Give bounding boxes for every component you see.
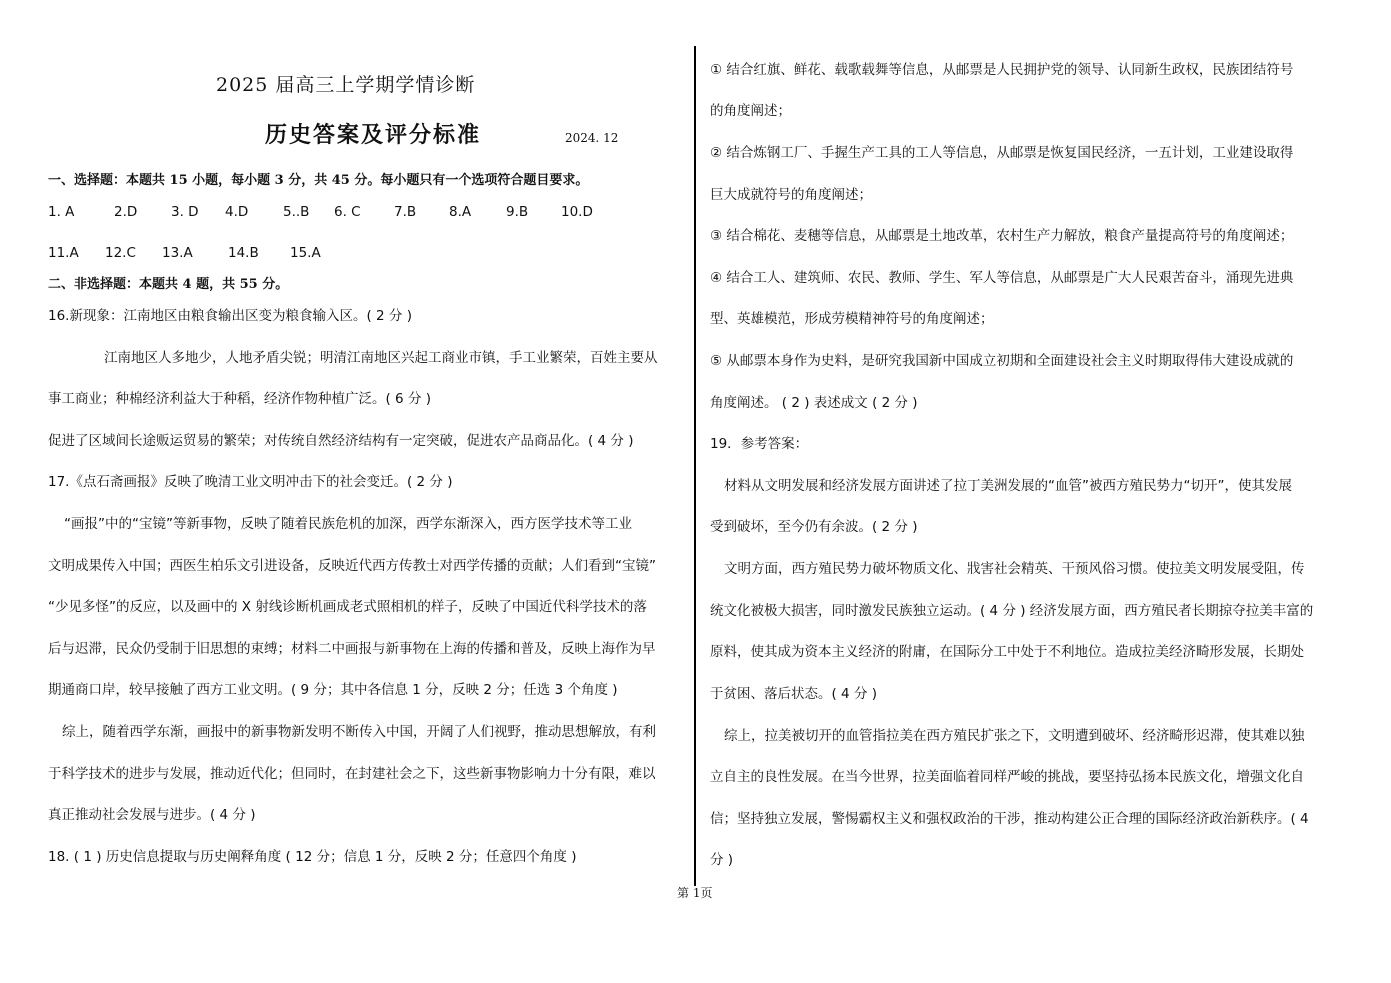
answer-item: 4.D [225,204,249,220]
answer-item: 7.B [394,204,417,220]
q16-line: 16.新现象：江南地区由粮食输出区变为粮食输入区。( 2 分 ) [48,308,412,324]
q17-line: 17.《点石斋画报》反映了晚清工业文明冲击下的社会变迁。( 2 分 ) [48,474,453,490]
q19-line: 19．参考答案： [710,436,809,452]
answer-item: 6. C [334,204,361,220]
answer-item: 2.D [114,204,138,220]
q17-line: 文明成果传入中国；西医生柏乐文引进设备，反映近代西方传教士对西学传播的贡献；人们看到“宝镜” [48,558,656,574]
answer-item: 8.A [449,204,472,220]
q17-line: “画报”中的“宝镜”等新事物，反映了随着民族危机的加深，西学东渐深入，西方医学技术等工业 [64,516,632,532]
q19-line: 于贫困、落后状态。( 4 分 ) [710,686,877,702]
page-number: 第 1页 [677,886,713,900]
subject-title: 历史答案及评分标准 [265,122,482,148]
q18-line: ③ 结合棉花、麦穗等信息，从邮票是土地改革，农村生产力解放，粮食产量提高符号的角度阐述； [710,228,1294,244]
q19-line: 文明方面，西方殖民势力破坏物质文化、戕害社会精英、干预风俗习惯。使拉美文明发展受阻，传 [724,561,1305,577]
q18-line: ② 结合炼钢工厂、手握生产工具的工人等信息，从邮票是恢复国民经济，一五计划，工业建设取得 [710,145,1294,161]
q17-line: “少见多怪”的反应，以及画中的 X 射线诊断机画成老式照相机的样子，反映了中国近代科学技术的落 [48,599,647,615]
q19-line: 材料从文明发展和经济发展方面讲述了拉丁美洲发展的“血管”被西方殖民势力“切开”，使其发展 [724,478,1292,494]
q18-line: 18. ( 1 ) 历史信息提取与历史阐释角度 ( 12 分；信息 1 分，反映 2 分；任意四个角度 ) [48,849,577,865]
q19-line: 统文化被极大损害，同时激发民族独立运动。( 4 分 ) 经济发展方面，西方殖民者长期掠夺拉美丰富的 [710,603,1314,619]
q17-line: 期通商口岸，较早接触了西方工业文明。( 9 分；其中各信息 1 分，反映 2 分；任选 3 个角度 ) [48,682,618,698]
q18-line: 的角度阐述； [710,103,791,119]
q17-line: 真正推动社会发展与进步。( 4 分 ) [48,807,256,823]
q17-line: 于科学技术的进步与发展，推动近代化；但同时，在封建社会之下，这些新事物影响力十分有限，难以 [48,766,656,782]
answer-item: 15.A [290,245,321,261]
q18-line: ⑤ 从邮票本身作为史料，是研究我国新中国成立初期和全面建设社会主义时期取得伟大建设成就的 [710,353,1294,369]
answer-item: 5..B [283,204,310,220]
q18-line: 角度阐述。 ( 2 ) 表述成文 ( 2 分 ) [710,395,918,411]
q18-line: ④ 结合工人、建筑师、农民、教师、学生、军人等信息，从邮票是广大人民艰苦奋斗，涌现先进典 [710,270,1294,286]
q18-line: ① 结合红旗、鲜花、载歌载舞等信息，从邮票是人民拥护党的领导、认同新生政权，民族团结符号 [710,62,1294,78]
q19-line: 信；坚持独立发展，警惕霸权主义和强权政治的干涉，推动构建公正合理的国际经济政治新秩序。( 4 [710,811,1309,827]
q18-line: 型、英雄模范，形成劳模精神符号的角度阐述； [710,311,994,327]
answer-item: 9.B [506,204,529,220]
exam-date: 2024. 12 [565,131,619,145]
answer-item: 1. A [48,204,75,220]
answer-item: 14.B [228,245,259,261]
q19-line: 受到破坏，至今仍有余波。( 2 分 ) [710,519,918,535]
q18-line: 巨大成就符号的角度阐述； [710,187,872,203]
answer-item: 12.C [105,245,136,261]
answer-item: 13.A [162,245,193,261]
q16-line: 江南地区人多地少，人地矛盾尖锐；明清江南地区兴起工商业市镇，手工业繁荣，百姓主要从 [104,350,658,366]
section2-heading: 二、非选择题：本题共 4 题，共 55 分。 [48,277,289,292]
q19-line: 综上，拉美被切开的血管指拉美在西方殖民扩张之下，文明遭到破坏、经济畸形迟滞，使其难以独 [724,728,1305,744]
q16-line: 事工商业；种棉经济利益大于种稻，经济作物种植广泛。( 6 分 ) [48,391,431,407]
answer-item: 3. D [171,204,199,220]
exam-title: 2025 届高三上学期学情诊断 [216,74,476,96]
q19-line: 立自主的良性发展。在当今世界，拉美面临着同样严峻的挑战，要坚持弘扬本民族文化，增强文化自 [710,769,1304,785]
q17-line: 综上，随着西学东渐，画报中的新事物新发明不断传入中国，开阔了人们视野，推动思想解放，有利 [62,724,656,740]
q16-line: 促进了区域间长途贩运贸易的繁荣；对传统自然经济结构有一定突破，促进农产品商品化。( 4 分 ) [48,433,634,449]
column-divider [694,46,696,886]
q17-line: 后与迟滞，民众仍受制于旧思想的束缚；材料二中画报与新事物在上海的传播和普及，反映上海作为早 [48,641,656,657]
q19-line: 分 ) [710,852,734,868]
q19-line: 原料，使其成为资本主义经济的附庸，在国际分工中处于不利地位。造成拉美经济畸形发展，长期处 [710,644,1304,660]
answer-item: 11.A [48,245,79,261]
answer-item: 10.D [561,204,593,220]
section1-heading: 一、选择题：本题共 15 小题，每小题 3 分，共 45 分。每小题只有一个选项符合题目要求。 [48,173,589,188]
